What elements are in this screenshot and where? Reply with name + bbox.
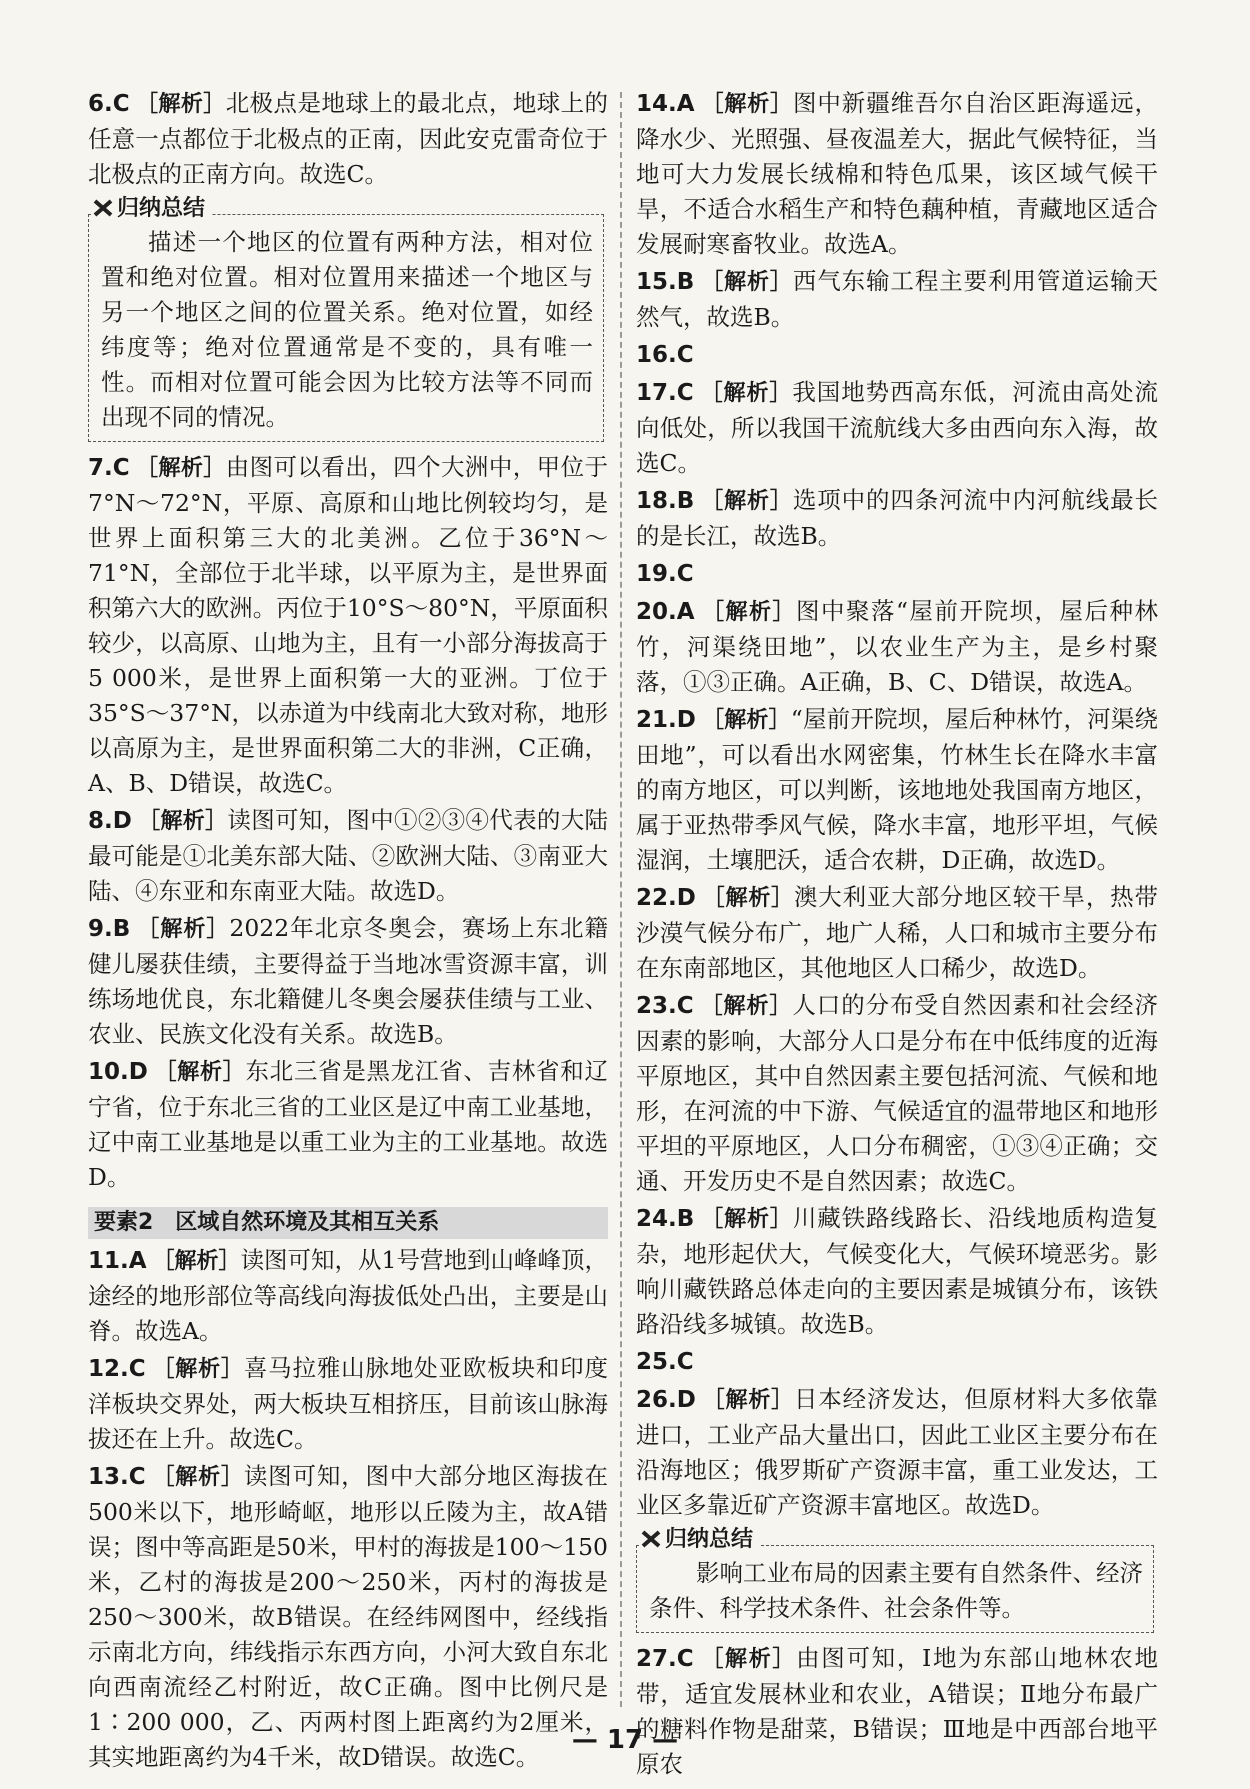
answer-number: 25.C	[636, 1349, 694, 1375]
answer-number: 19.C	[636, 561, 694, 587]
summary-box-1-head	[91, 195, 211, 223]
analysis-text: 2022年北京冬奥会，赛场上东北籍健儿屡获佳绩，主要得益于当地冰雪资源丰富，训练场地优良，东北籍健儿冬奥会屡获佳绩与工业、农业、民族文化没有关系。故选B。	[88, 914, 608, 1048]
answer-number: 16.C	[636, 342, 694, 368]
analysis-tag: ［解析］	[699, 994, 793, 1019]
analysis-text: 澳大利亚大部分地区较干旱，热带沙漠气候分布广，地广人稀，人口和城市主要分布在东南部地区，其他地区人口稀少，故选D。	[636, 883, 1158, 982]
answer-item	[636, 483, 1158, 554]
analysis-text: 图中新疆维吾尔自治区距海遥远，降水少、光照强、昼夜温差大，据此气候特征，当地可大力发展长绒棉和特色瓜果，该区域气候干旱，不适合水稻生产和特色藕种植，青藏地区适合发展耐寒畜牧业。故选A。	[636, 89, 1158, 258]
analysis-text: 人口的分布受自然因素和社会经济因素的影响，大部分人口是分布在中低纬度的近海平原地区，其中自然因素主要包括河流、气候和地形，在河流的中下游、气候适宜的温带地区和地形平坦的平原地区，人口分布稠密，①③④正确；交通、开发历史不是自然因素；故选C。	[636, 991, 1158, 1195]
answer-item	[636, 556, 1158, 592]
page-number: — 17 —	[571, 1725, 679, 1755]
answer-item	[88, 1054, 608, 1195]
analysis-tag: ［解析］	[137, 809, 228, 834]
analysis-tag: ［解析］	[135, 456, 226, 481]
answer-item	[88, 450, 608, 801]
summary-icon	[641, 1529, 661, 1549]
analysis-tag: ［解析］	[701, 1388, 794, 1413]
answer-item	[636, 337, 1158, 373]
summary-box-1	[88, 196, 604, 442]
analysis-tag: ［解析］	[699, 381, 793, 406]
answer-number: 14.A	[636, 91, 695, 117]
right-column	[636, 86, 1158, 1784]
answer-number: 12.C	[88, 1356, 146, 1382]
section-heading: 要素2 区域自然环境及其相互关系	[88, 1207, 608, 1239]
answer-item	[636, 702, 1158, 878]
answer-number: 11.A	[88, 1248, 147, 1274]
analysis-text: 西气东输工程主要利用管道运输天然气，故选B。	[636, 267, 1158, 331]
analysis-text: 由图可知，Ⅰ地为东部山地林农地带，适宜发展林业和农业，A错误；Ⅱ地分布最广的糖料作物是甜菜，B错误；Ⅲ地是中西部台地平原农	[636, 1644, 1158, 1778]
analysis-text: 喜马拉雅山脉地处亚欧板块和印度洋板块交界处，两大板块互相挤压，目前该山脉海拔还在上升。故选C。	[88, 1354, 608, 1453]
analysis-text: 东北三省是黑龙江省、吉林省和辽宁省，位于东北三省的工业区是辽中南工业基地，辽中南工业基地是以重工业为主的工业基地。故选D。	[88, 1057, 608, 1191]
answer-item	[88, 1351, 608, 1457]
analysis-tag: ［解析］	[700, 270, 793, 295]
analysis-tag: ［解析］	[699, 1647, 797, 1672]
analysis-text: 读图可知，图中大部分地区海拔在500米以下，地形崎岖，地形以丘陵为主，故A错误；图中等高距是50米，甲村的海拔是100～150米，乙村的海拔是200～250米，丙村的海拔是250～300米，故B错误。在经纬网图中，经线指示南北方向，纬线指示东西方向，小河大致自东北向西南流经乙村附近，故C正确。图中比例尺是1∶200 000，乙、丙两村图上距离约为2厘米，其实地距离约为4千米，故D错误。故选C。	[88, 1462, 608, 1771]
analysis-tag: ［解析］	[151, 1357, 244, 1382]
answer-item	[636, 1201, 1158, 1342]
analysis-tag: ［解析］	[700, 489, 793, 514]
summary-box-2-title: 归纳总结	[665, 1527, 754, 1552]
answer-number: 8.D	[88, 808, 132, 834]
analysis-tag: ［解析］	[153, 1060, 246, 1085]
column-divider	[620, 92, 622, 1707]
summary-box-1-text: 描述一个地区的位置有两种方法，相对位置和绝对位置。相对位置用来描述一个地区与另一个地区之间的位置关系。绝对位置，如经纬度等；绝对位置通常是不变的，具有唯一性。而相对位置可能会因为比较方法等不同而出现不同的情况。	[101, 228, 593, 431]
analysis-tag: ［解析］	[701, 886, 794, 911]
analysis-text: 日本经济发达，但原材料大多依靠进口，工业产品大量出口，因此工业区主要分布在沿海地区；俄罗斯矿产资源丰富，重工业发达，工业区多靠近矿产资源丰富地区。故选D。	[636, 1385, 1158, 1519]
right-items-group-b	[636, 1641, 1158, 1782]
answer-number: 17.C	[636, 380, 694, 406]
answer-number: 9.B	[88, 916, 131, 942]
left-items-group-c	[88, 1243, 608, 1775]
answer-item	[636, 594, 1158, 700]
answer-item	[636, 1344, 1158, 1380]
answer-item	[636, 988, 1158, 1199]
answer-number: 26.D	[636, 1387, 696, 1413]
answer-item	[88, 911, 608, 1052]
summary-box-2	[636, 1527, 1154, 1633]
summary-box-2-text: 影响工业布局的因素主要有自然条件、经济条件、科学技术条件、社会条件等。	[649, 1559, 1143, 1622]
analysis-text: “屋前开院坝，屋后种林竹，河渠绕田地”，可以看出水网密集，竹林生长在降水丰富的南方地区，可以判断，该地地处我国南方地区，属于亚热带季风气候，降水丰富，地形平坦，气候湿润，土壤肥沃，适合农耕，D正确，故选D。	[636, 705, 1158, 874]
analysis-tag: ［解析］	[701, 708, 791, 733]
answer-number: 24.B	[636, 1206, 695, 1232]
answer-item	[88, 1243, 608, 1349]
answer-number: 13.C	[88, 1464, 146, 1490]
analysis-text: 北极点是地球上的最北点，地球上的任意一点都位于北极点的正南，因此安克雷奇位于北极点的正南方向。故选C。	[88, 89, 608, 188]
answer-number: 15.B	[636, 269, 695, 295]
analysis-text: 由图可以看出，四个大洲中，甲位于7°N～72°N，平原、高原和山地比例较均匀，是世界上面积第三大的北美洲。乙位于36°N～71°N，全部位于北半球，以平原为主，是世界面积第六大的欧洲。丙位于10°S～80°N，平原面积较少，以高原、山地为主，且有一小部分海拔高于5 000米，是世界上面积第一大的亚洲。丁位于35°S～37°N，以赤道为中线南北大致对称，地形以高原为主，是世界面积第二大的非洲，C正确，A、B、D错误，故选C。	[88, 453, 608, 797]
answer-number: 6.C	[88, 91, 130, 117]
analysis-tag: ［解析］	[151, 1465, 244, 1490]
analysis-text: 我国地势西高东低，河流由高处流向低处，所以我国干流航线大多由西向东入海，故选C。	[636, 378, 1158, 477]
analysis-text: 图中聚落“屋前开院坝，屋后种林竹，河渠绕田地”，以农业生产为主，是乡村聚落，①③正确。A正确，B、C、D错误，故选A。	[636, 597, 1158, 696]
answer-item	[636, 264, 1158, 335]
answer-item	[636, 880, 1158, 986]
answer-item	[636, 375, 1158, 481]
summary-box-2-head	[639, 1526, 759, 1554]
answer-item	[636, 1641, 1158, 1782]
analysis-tag: ［解析］	[700, 1207, 793, 1232]
answer-number: 23.C	[636, 993, 694, 1019]
answer-number: 21.D	[636, 707, 696, 733]
analysis-text: 读图可知，图中①②③④代表的大陆最可能是①北美东部大陆、②欧洲大陆、③南亚大陆、④东亚和东南亚大陆。故选D。	[88, 806, 608, 905]
answer-number: 27.C	[636, 1646, 694, 1672]
answer-item	[636, 1382, 1158, 1523]
analysis-tag: ［解析］	[700, 92, 794, 117]
left-items-group-b	[88, 450, 608, 1195]
answer-number: 22.D	[636, 885, 696, 911]
answer-number: 7.C	[88, 455, 130, 481]
summary-icon	[93, 198, 113, 218]
analysis-tag: ［解析］	[152, 1249, 241, 1274]
left-column	[88, 86, 608, 1777]
answer-item	[88, 803, 608, 909]
analysis-tag: ［解析］	[135, 92, 226, 117]
left-items-group-a	[88, 86, 608, 192]
analysis-text: 川藏铁路线路长、沿线地质构造复杂，地形起伏大，气候变化大，气候环境恶劣。影响川藏铁路总体走向的主要因素是城镇分布，该铁路沿线多城镇。故选B。	[636, 1204, 1158, 1338]
summary-box-1-title: 归纳总结	[117, 196, 206, 221]
answer-number: 18.B	[636, 488, 695, 514]
answer-number: 20.A	[636, 599, 695, 625]
answer-item	[88, 86, 608, 192]
analysis-tag: ［解析］	[700, 600, 797, 625]
answer-item	[636, 86, 1158, 262]
analysis-text: 选项中的四条河流中内河航线最长的是长江，故选B。	[636, 486, 1158, 550]
answer-number: 10.D	[88, 1059, 148, 1085]
analysis-text: 读图可知，从1号营地到山峰峰顶，途经的地形部位等高线向海拔低处凸出，主要是山脊。故选A。	[88, 1246, 609, 1345]
analysis-tag: ［解析］	[136, 917, 230, 942]
right-items-group-a	[636, 86, 1158, 1523]
